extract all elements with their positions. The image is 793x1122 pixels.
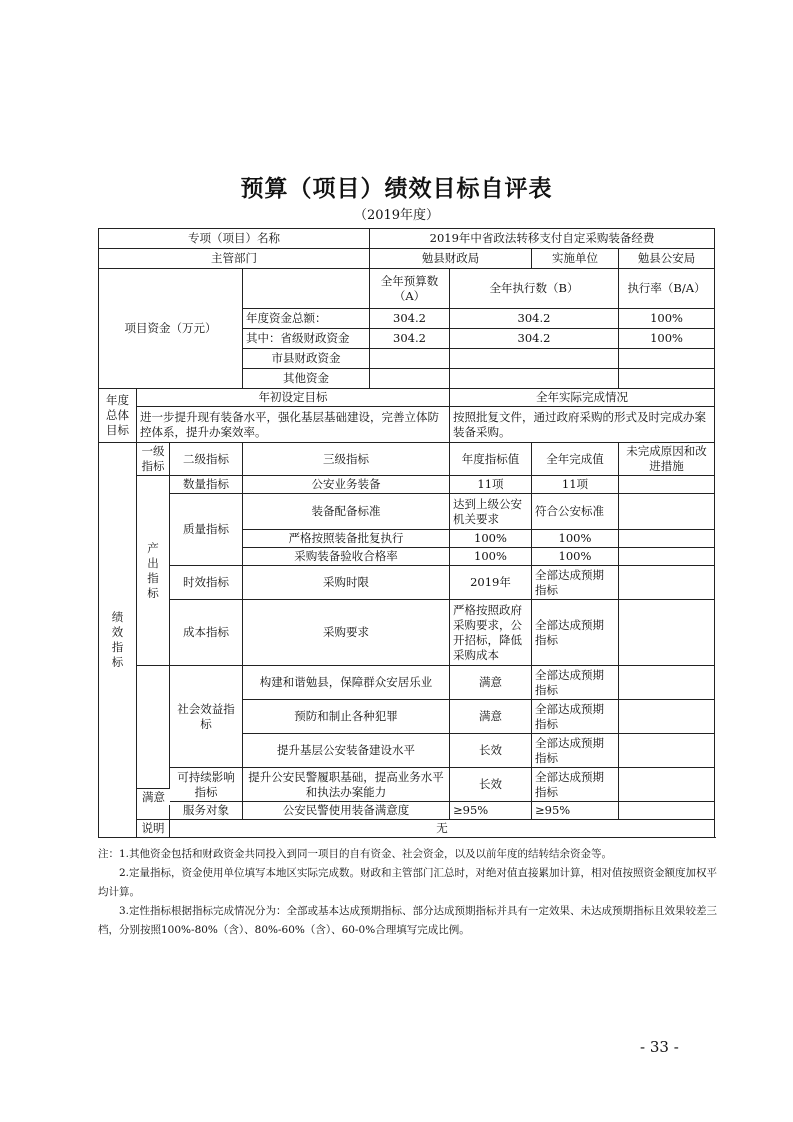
actual-goal-header: 全年实际完成情况 xyxy=(450,389,715,407)
indicator-reason xyxy=(619,494,715,530)
indicator-reason xyxy=(619,548,715,566)
funds-row-name: 年度资金总额： xyxy=(243,309,370,329)
sustain-label: 可持续影响指标 xyxy=(170,768,243,802)
actual-goal-text: 按照批复文件，通过政府采购的形式及时完成办案装备采购。 xyxy=(450,407,715,443)
indicator-target: 100% xyxy=(450,548,532,566)
plan-goal-header: 年初设定目标 xyxy=(137,389,450,407)
funds-row-name: 其他资金 xyxy=(243,369,370,389)
indicators-label: 绩效指标 xyxy=(99,443,137,838)
indicator-actual: 全部达成预期指标 xyxy=(532,600,619,666)
note-3: 3.定性指标根据指标完成情况分为：全部或基本达成预期指标、部分达成预期指标并具有一定效果、未达成预期指标且效果较差三档，分别按照100%-80%（含）、80%-60%（含）、60-0%合理填写完成比例。 xyxy=(98,905,718,936)
indicator-target: 满意 xyxy=(450,666,532,700)
dept-value: 勉县财政局 xyxy=(370,249,532,269)
indicator-name: 公安民警使用装备满意度 xyxy=(243,802,450,820)
indicator-name: 采购时限 xyxy=(243,566,450,600)
indicator-target: 11项 xyxy=(450,476,532,494)
indicator-reason xyxy=(619,734,715,768)
output-indicator-label: 产出指标 xyxy=(137,476,170,666)
funds-row-rate xyxy=(619,349,715,369)
funds-row-exec xyxy=(450,349,619,369)
header-target: 年度指标值 xyxy=(450,443,532,476)
funds-row-rate: 100% xyxy=(619,329,715,349)
project-name-label: 专项（项目）名称 xyxy=(99,229,370,249)
service-label: 服务对象 xyxy=(170,802,243,820)
funds-col-rate: 执行率（B/A） xyxy=(619,269,715,309)
funds-header-blank xyxy=(243,269,370,309)
indicator-actual: 11项 xyxy=(532,476,619,494)
indicator-name: 严格按照装备批复执行 xyxy=(243,530,450,548)
dept-label: 主管部门 xyxy=(99,249,370,269)
funds-row-exec: 304.2 xyxy=(450,309,619,329)
indicator-name: 装备配备标准 xyxy=(243,494,450,530)
indicator-reason xyxy=(619,530,715,548)
project-name-value: 2019年中省政法转移支付自定采购装备经费 xyxy=(370,229,715,249)
indicator-target: 100% xyxy=(450,530,532,548)
note-2: 2.定量指标，资金使用单位填写本地区实际完成数。财政和主管部门汇总时，对绝对值直接累加计算，相对值按照资金额度加权平均计算。 xyxy=(98,867,718,898)
indicator-actual: 全部达成预期指标 xyxy=(532,566,619,600)
indicator-target: 长效 xyxy=(450,768,532,802)
remark-value: 无 xyxy=(170,820,715,838)
indicator-actual: 全部达成预期指标 xyxy=(532,700,619,734)
funds-row-name: 其中：省级财政资金 xyxy=(243,329,370,349)
indicator-name: 采购要求 xyxy=(243,600,450,666)
indicator-reason xyxy=(619,666,715,700)
header-level3: 三级指标 xyxy=(243,443,450,476)
indicator-target: ≥95% xyxy=(450,802,532,820)
indicator-name: 预防和制止各种犯罪 xyxy=(243,700,450,734)
funds-label: 项目资金（万元） xyxy=(99,269,243,389)
timeliness-label: 时效指标 xyxy=(170,566,243,600)
indicator-actual: ≥95% xyxy=(532,802,619,820)
indicator-reason xyxy=(619,476,715,494)
note-1: 注：1.其他资金包括和财政资金共同投入到同一项目的自有资金、社会资金，以及以前年度的结转结余资金等。 xyxy=(98,848,613,860)
indicator-reason xyxy=(619,700,715,734)
indicator-target: 满意 xyxy=(450,700,532,734)
annual-goal-label: 年度总体目标 xyxy=(99,389,137,443)
funds-row-budget: 304.2 xyxy=(370,309,450,329)
funds-row-exec xyxy=(450,369,619,389)
funds-row-rate xyxy=(619,369,715,389)
indicator-name: 公安业务装备 xyxy=(243,476,450,494)
impl-label: 实施单位 xyxy=(532,249,619,269)
notes-section xyxy=(98,845,718,940)
indicator-actual: 100% xyxy=(532,548,619,566)
remark-label: 说明 xyxy=(137,820,170,838)
funds-col-budget: 全年预算数（A） xyxy=(370,269,450,309)
header-level2: 二级指标 xyxy=(170,443,243,476)
indicator-name: 构建和谐勉县，保障群众安居乐业 xyxy=(243,666,450,700)
cost-label: 成本指标 xyxy=(170,600,243,666)
header-reason: 未完成原因和改进措施 xyxy=(619,443,715,476)
indicator-reason xyxy=(619,768,715,802)
indicator-actual: 全部达成预期指标 xyxy=(532,666,619,700)
plan-goal-text: 进一步提升现有装备水平，强化基层基础建设，完善立体防控体系，提升办案效率。 xyxy=(137,407,450,443)
funds-row-exec: 304.2 xyxy=(450,329,619,349)
indicator-target: 长效 xyxy=(450,734,532,768)
indicator-actual: 100% xyxy=(532,530,619,548)
indicator-target: 2019年 xyxy=(450,566,532,600)
indicator-reason xyxy=(619,802,715,820)
performance-table xyxy=(98,228,715,838)
quantity-label: 数量指标 xyxy=(170,476,243,494)
social-label: 社会效益指标 xyxy=(170,666,243,768)
indicator-target: 严格按照政府采购要求，公开招标，降低采购成本 xyxy=(450,600,532,666)
indicator-actual: 全部达成预期指标 xyxy=(532,768,619,802)
indicator-name: 采购装备验收合格率 xyxy=(243,548,450,566)
indicator-actual: 全部达成预期指标 xyxy=(532,734,619,768)
satisfaction-label: 满意 xyxy=(137,788,170,805)
indicator-target: 达到上级公安机关要求 xyxy=(450,494,532,530)
document-title: 预算（项目）绩效目标自评表 xyxy=(240,175,553,202)
indicator-actual: 符合公安标准 xyxy=(532,494,619,530)
funds-row-rate: 100% xyxy=(619,309,715,329)
page-number: - 33 - xyxy=(640,1038,679,1056)
indicator-name: 提升公安民警履职基础，提高业务水平和执法办案能力 xyxy=(243,768,450,802)
header-actual: 全年完成值 xyxy=(532,443,619,476)
indicator-reason xyxy=(619,600,715,666)
header-level1: 一级指标 xyxy=(137,443,170,476)
document-year: （2019年度） xyxy=(353,208,440,223)
indicator-reason xyxy=(619,566,715,600)
funds-row-name: 市县财政资金 xyxy=(243,349,370,369)
impl-value: 勉县公安局 xyxy=(619,249,715,269)
quality-label: 质量指标 xyxy=(170,494,243,566)
funds-row-budget: 304.2 xyxy=(370,329,450,349)
funds-row-budget xyxy=(370,349,450,369)
indicator-name: 提升基层公安装备建设水平 xyxy=(243,734,450,768)
funds-col-exec: 全年执行数（B） xyxy=(450,269,619,309)
funds-row-budget xyxy=(370,369,450,389)
